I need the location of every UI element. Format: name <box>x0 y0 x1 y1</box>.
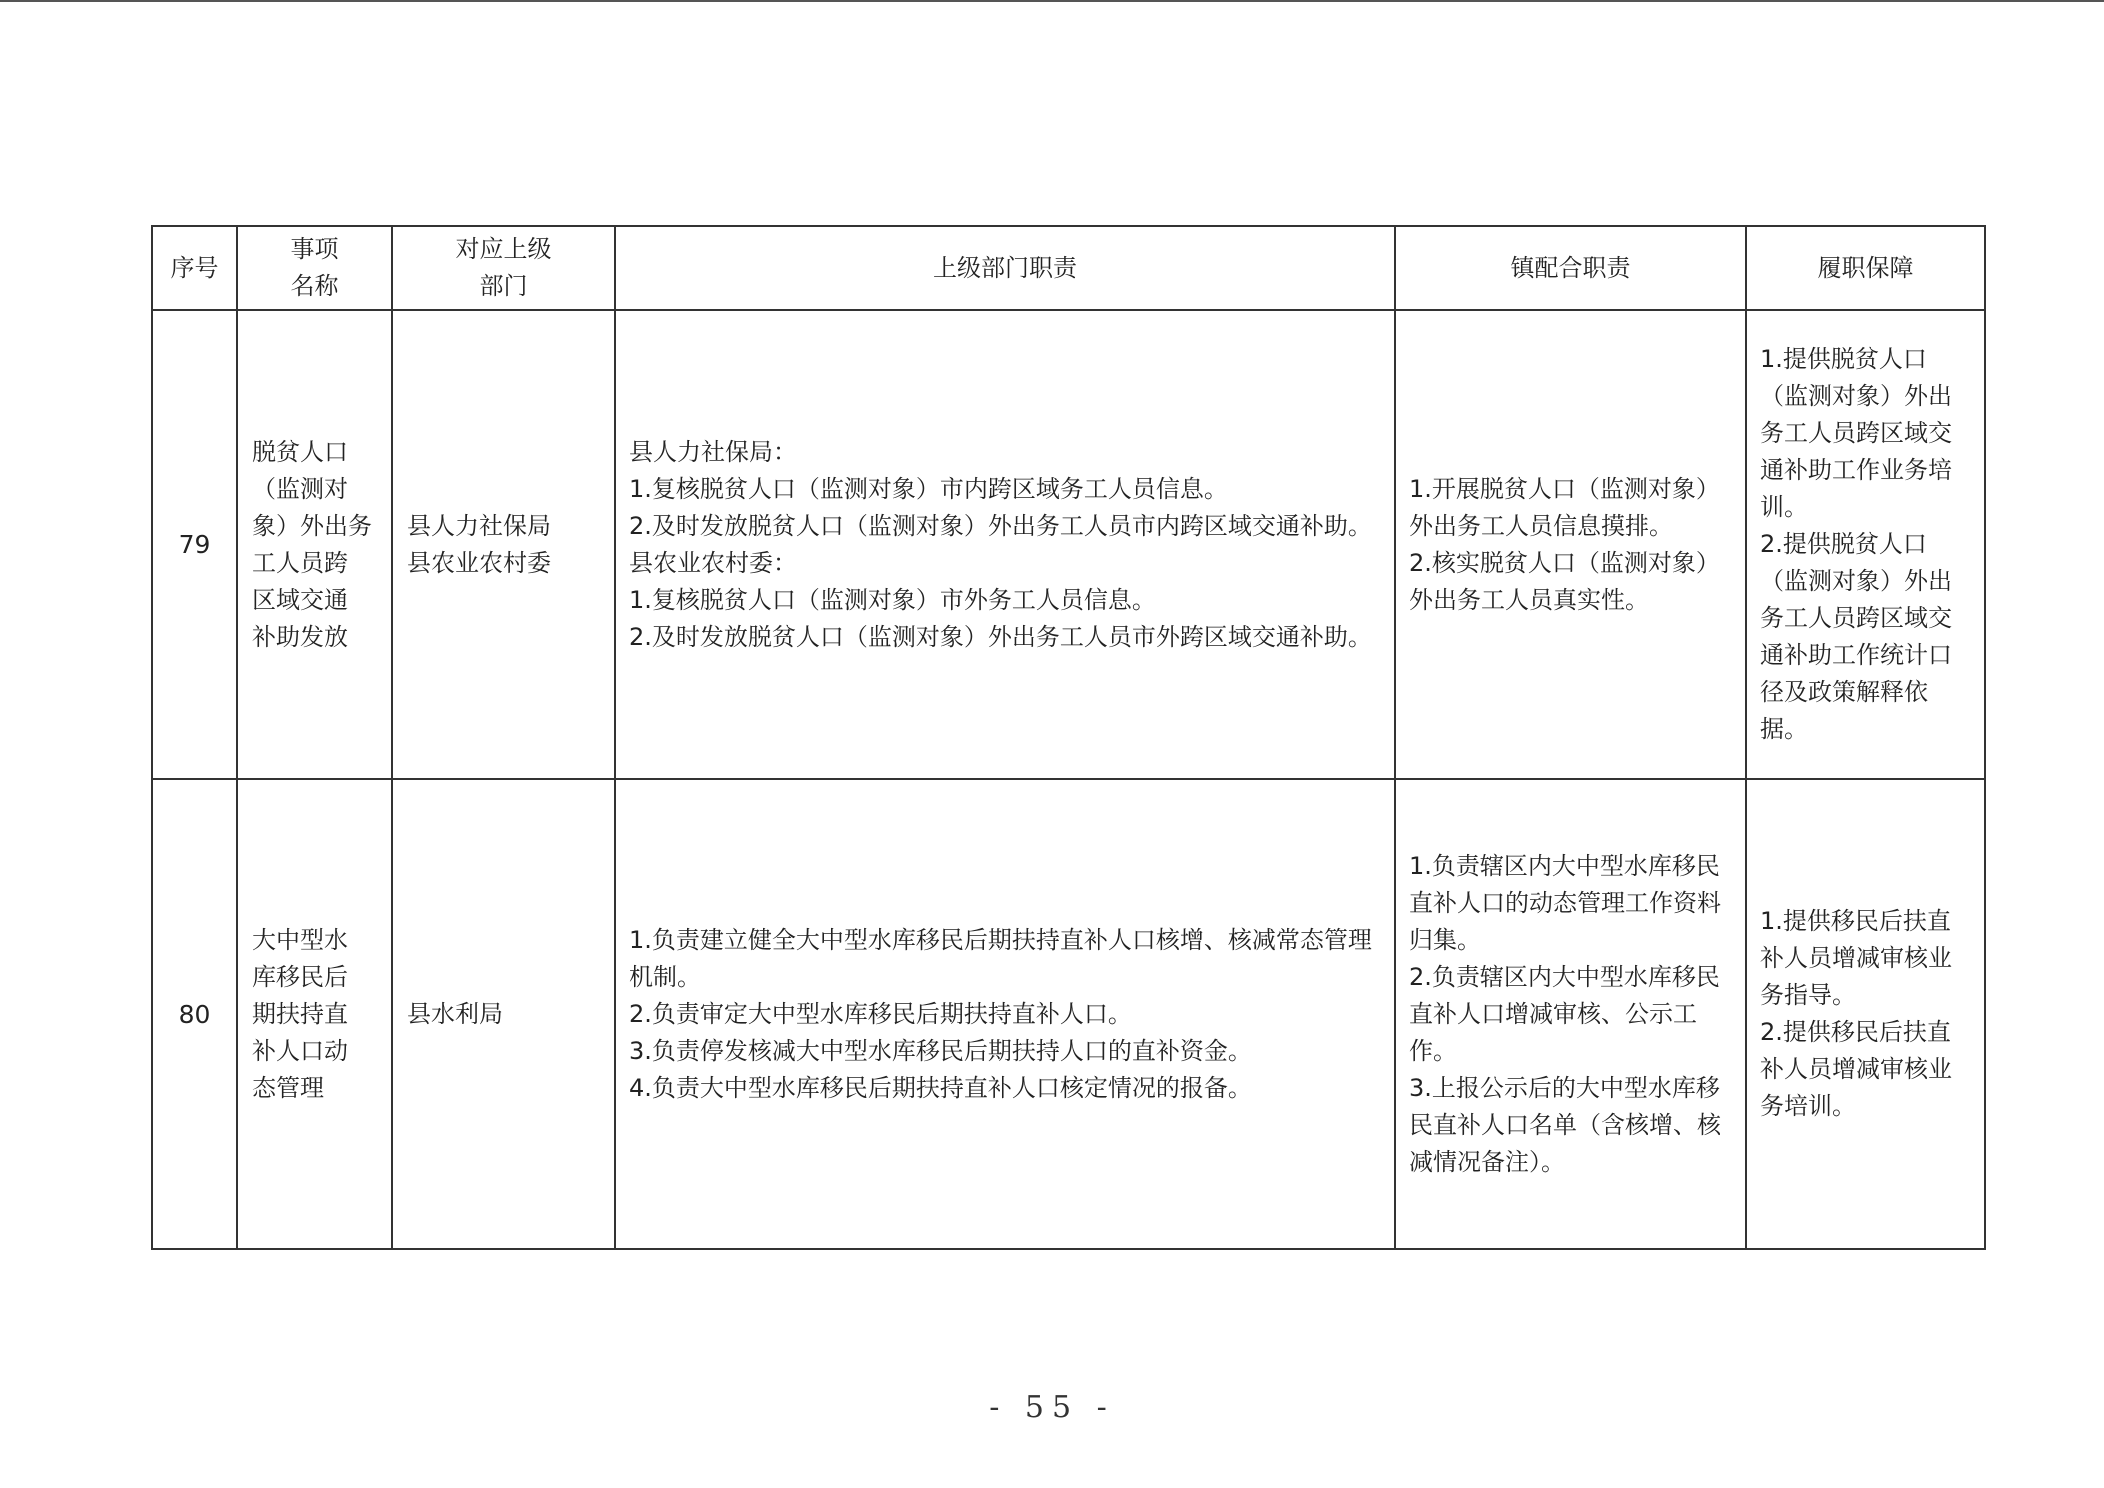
duty-table <box>151 225 1986 1250</box>
row-dept: 县人力社保局 县农业农村委 <box>392 310 615 779</box>
header-town-duty: 镇配合职责 <box>1395 226 1746 310</box>
row-dept: 县水利局 <box>392 779 615 1249</box>
row-support: 1.提供脱贫人口（监测对象）外出务工人员跨区域交通补助工作业务培训。 2.提供脱贫人口（监测对象）外出务工人员跨区域交通补助工作统计口径及政策解释依据。 <box>1746 310 1985 779</box>
row-seq: 80 <box>152 779 237 1249</box>
page-number: - 55 - <box>989 1390 1115 1425</box>
row-item-name: 脱贫人口 （监测对 象）外出务 工人员跨 区域交通 补助发放 <box>237 310 392 779</box>
top-border-line <box>0 0 2104 2</box>
header-dept: 对应上级 部门 <box>392 226 615 310</box>
header-item-name: 事项 名称 <box>237 226 392 310</box>
row-superior-duty: 县人力社保局： 1.复核脱贫人口（监测对象）市内跨区域务工人员信息。 2.及时发放脱贫人口（监测对象）外出务工人员市内跨区域交通补助。 县农业农村委： 1.复核脱贫人口（监测对象）市外务工人员信息。 2.及时发放脱贫人口（监测对象）外出务工人员市外跨区域交通补助。 <box>615 310 1395 779</box>
header-superior-duty: 上级部门职责 <box>615 226 1395 310</box>
header-seq: 序号 <box>152 226 237 310</box>
row-superior-duty: 1.负责建立健全大中型水库移民后期扶持直补人口核增、核减常态管理机制。 2.负责审定大中型水库移民后期扶持直补人口。 3.负责停发核减大中型水库移民后期扶持人口的直补资金。 4.负责大中型水库移民后期扶持直补人口核定情况的报备。 <box>615 779 1395 1249</box>
table-row <box>152 779 1985 1249</box>
row-town-duty: 1.开展脱贫人口（监测对象）外出务工人员信息摸排。 2.核实脱贫人口（监测对象）外出务工人员真实性。 <box>1395 310 1746 779</box>
table-row <box>152 310 1985 779</box>
row-support: 1.提供移民后扶直补人员增减审核业务指导。 2.提供移民后扶直补人员增减审核业务培训。 <box>1746 779 1985 1249</box>
table-header-row <box>152 226 1985 310</box>
row-seq: 79 <box>152 310 237 779</box>
row-town-duty: 1.负责辖区内大中型水库移民直补人口的动态管理工作资料归集。 2.负责辖区内大中型水库移民直补人口增减审核、公示工作。 3.上报公示后的大中型水库移民直补人口名单（含核增、核减情况备注）。 <box>1395 779 1746 1249</box>
row-item-name: 大中型水 库移民后 期扶持直 补人口动 态管理 <box>237 779 392 1249</box>
header-support: 履职保障 <box>1746 226 1985 310</box>
